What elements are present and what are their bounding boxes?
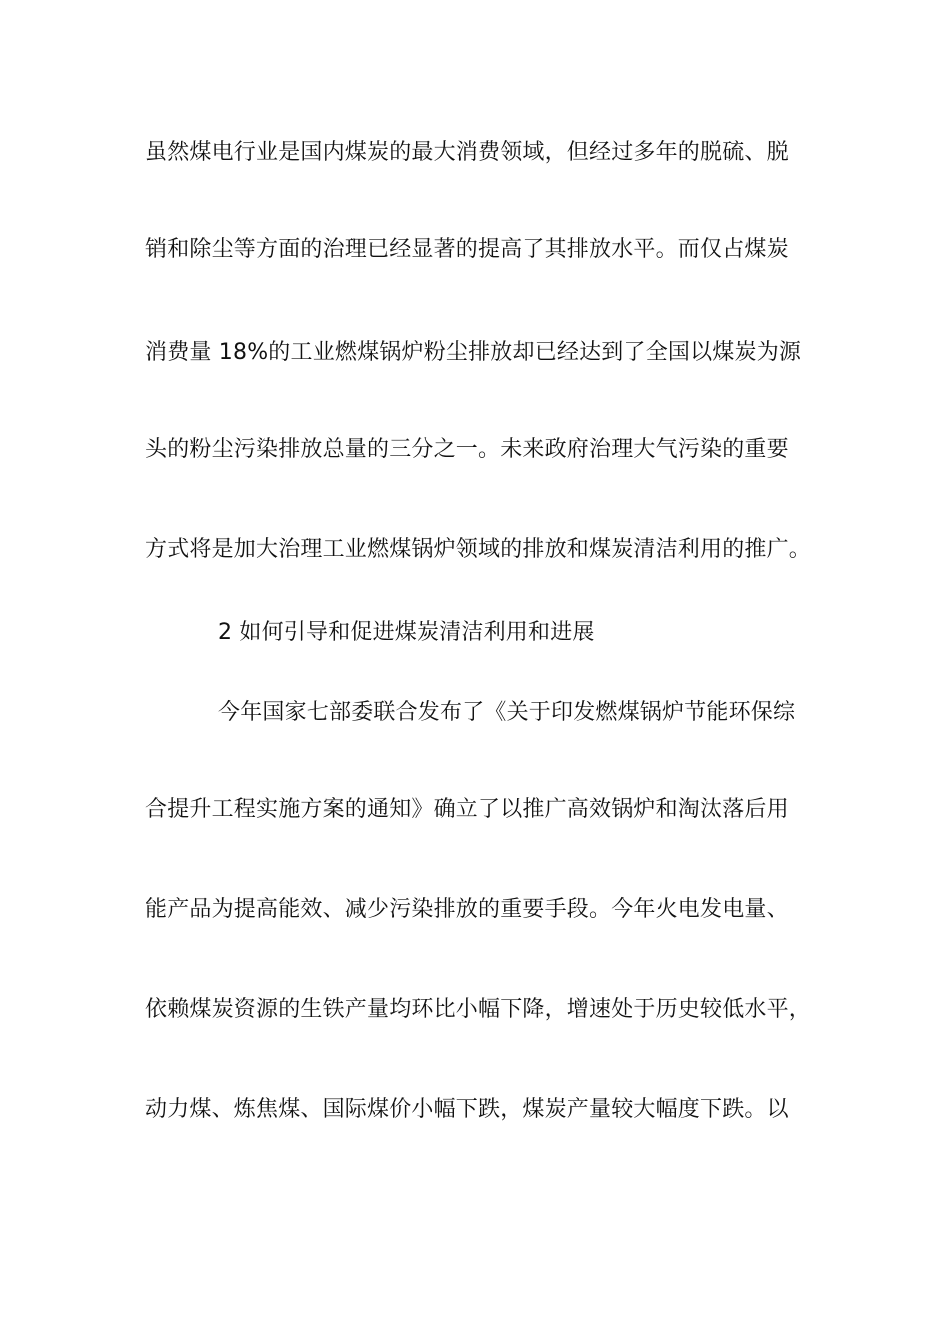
section-heading: 2 如何引导和促进煤炭清洁利用和进展 [218,620,595,645]
paragraph-2-line-4: 依赖煤炭资源的生铁产量均环比小幅下降，增速处于历史较低水平， [145,997,812,1022]
paragraph-2-line-5: 动力煤、炼焦煤、国际煤价小幅下跌，煤炭产量较大幅度下跌。以 [145,1097,789,1122]
paragraph-1-line-5: 方式将是加大治理工业燃煤锅炉领域的排放和煤炭清洁利用的推广。 [145,537,812,562]
paragraph-1-line-1: 虽然煤电行业是国内煤炭的最大消费领域，但经过多年的脱硫、脱 [145,140,789,165]
paragraph-2-line-3: 能产品为提高能效、减少污染排放的重要手段。今年火电发电量、 [145,897,789,922]
paragraph-1-line-4: 头的粉尘污染排放总量的三分之一。未来政府治理大气污染的重要 [145,437,789,462]
paragraph-2-line-1: 今年国家七部委联合发布了《关于印发燃煤锅炉节能环保综 [218,700,796,725]
paragraph-1-line-3: 消费量 18%的工业燃煤锅炉粉尘排放却已经达到了全国以煤炭为源 [145,340,802,365]
paragraph-2-line-2: 合提升工程实施方案的通知》确立了以推广高效锅炉和淘汰落后用 [145,797,789,822]
paragraph-1-line-2: 销和除尘等方面的治理已经显著的提高了其排放水平。而仅占煤炭 [145,237,789,262]
